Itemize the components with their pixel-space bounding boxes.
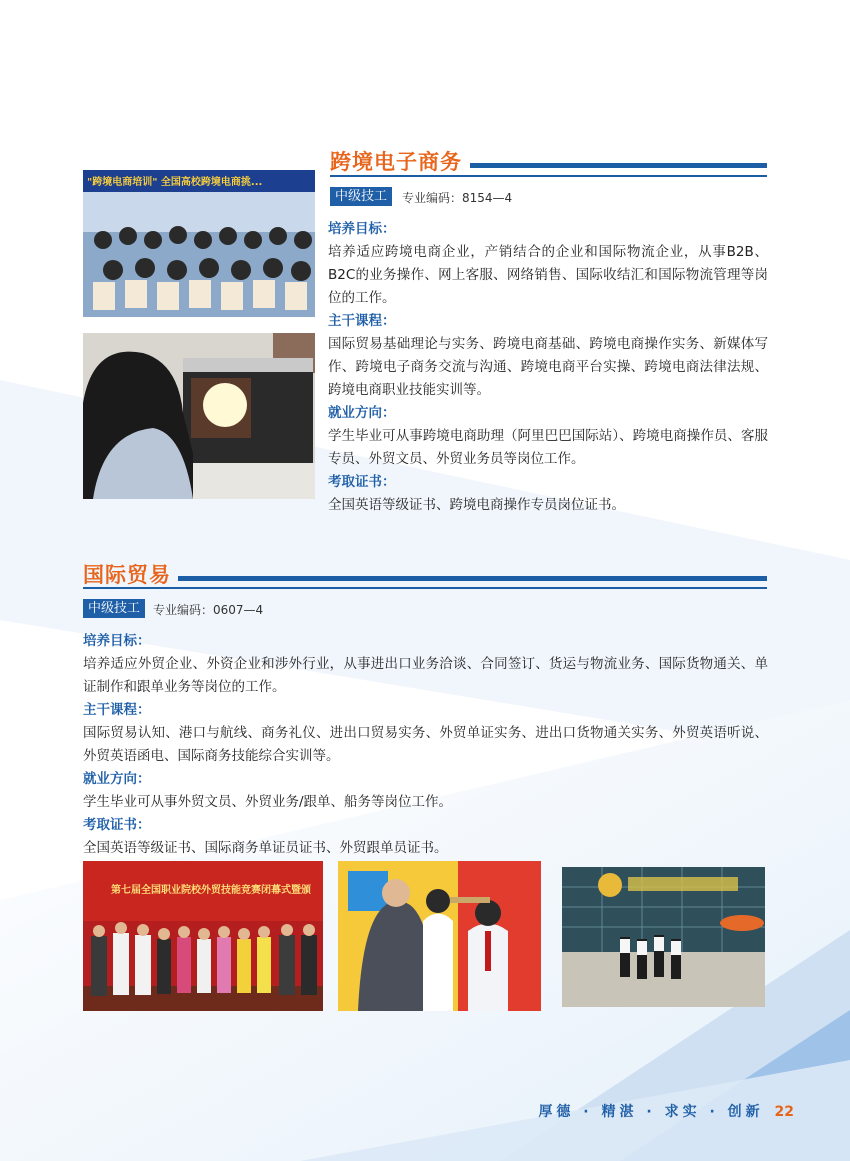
school-motto: 厚德 · 精湛 · 求实 · 创新	[538, 1104, 764, 1120]
photo-students-presentation	[338, 861, 541, 1011]
career-text: 学生毕业可从事跨境电商助理（阿里巴巴国际站）、跨境电商操作员、客服专员、外贸文员、外贸业务员等岗位工作。	[328, 428, 768, 467]
career-text: 学生毕业可从事外贸文员、外贸业务/跟单、船务等岗位工作。	[83, 794, 453, 810]
ecommerce-details	[328, 218, 768, 517]
level-tag: 中级技工	[330, 187, 392, 206]
goal-text: 培养适应跨境电商企业，产销结合的企业和国际物流企业，从事B2B、B2C的业务操作、网上客服、网络销售、国际收结汇和国际物流管理等岗位的工作。	[328, 244, 768, 306]
photo-banner-text: "跨境电商培训" 全国高校跨境电商挑...	[87, 177, 263, 188]
section-rule-thin	[83, 587, 767, 589]
goal-label: 培养目标：	[328, 221, 396, 237]
photo-trade-fair	[562, 867, 765, 1007]
courses-label: 主干课程：	[328, 313, 396, 329]
major-code: 专业编码：0607—4	[153, 603, 264, 617]
cert-label: 考取证书：	[328, 474, 396, 490]
cert-text: 全国英语等级证书、国际商务单证员证书、外贸跟单员证书。	[83, 840, 448, 856]
career-label: 就业方向：	[83, 771, 151, 787]
trade-details	[83, 630, 768, 860]
section-title-trade: 国际贸易	[83, 563, 171, 587]
section-title-ecommerce: 跨境电子商务	[330, 150, 462, 174]
page-number: 22	[774, 1104, 794, 1120]
major-code: 专业编码：8154—4	[402, 191, 513, 205]
courses-text: 国际贸易认知、港口与航线、商务礼仪、进出口贸易实务、外贸单证实务、进出口货物通关实务、外贸英语听说、外贸英语函电、国际商务技能综合实训等。	[83, 725, 768, 764]
career-label: 就业方向：	[328, 405, 396, 421]
photo-competition-ceremony	[83, 861, 323, 1011]
level-tag: 中级技工	[83, 599, 145, 618]
goal-label: 培养目标：	[83, 633, 151, 649]
photo-group-certificates	[83, 170, 315, 317]
courses-label: 主干课程：	[83, 702, 151, 718]
cert-label: 考取证书：	[83, 817, 151, 833]
photo-banner-text: 第七届全国职业院校外贸技能竞赛闭幕式暨颁	[111, 885, 311, 896]
section-rule	[470, 163, 767, 168]
goal-text: 培养适应外贸企业、外资企业和涉外行业，从事进出口业务洽谈、合同签订、货运与物流业务、国际货物通关、单证制作和跟单业务等岗位的工作。	[83, 656, 768, 695]
section-rule-thin	[330, 175, 767, 177]
photo-student-lab	[83, 333, 315, 499]
section-rule	[178, 576, 767, 581]
cert-text: 全国英语等级证书、跨境电商操作专员岗位证书。	[328, 497, 625, 513]
page-footer	[538, 1101, 794, 1121]
courses-text: 国际贸易基础理论与实务、跨境电商基础、跨境电商操作实务、新媒体写作、跨境电子商务交流与沟通、跨境电商平台实操、跨境电商法律法规、跨境电商职业技能实训等。	[328, 336, 768, 398]
